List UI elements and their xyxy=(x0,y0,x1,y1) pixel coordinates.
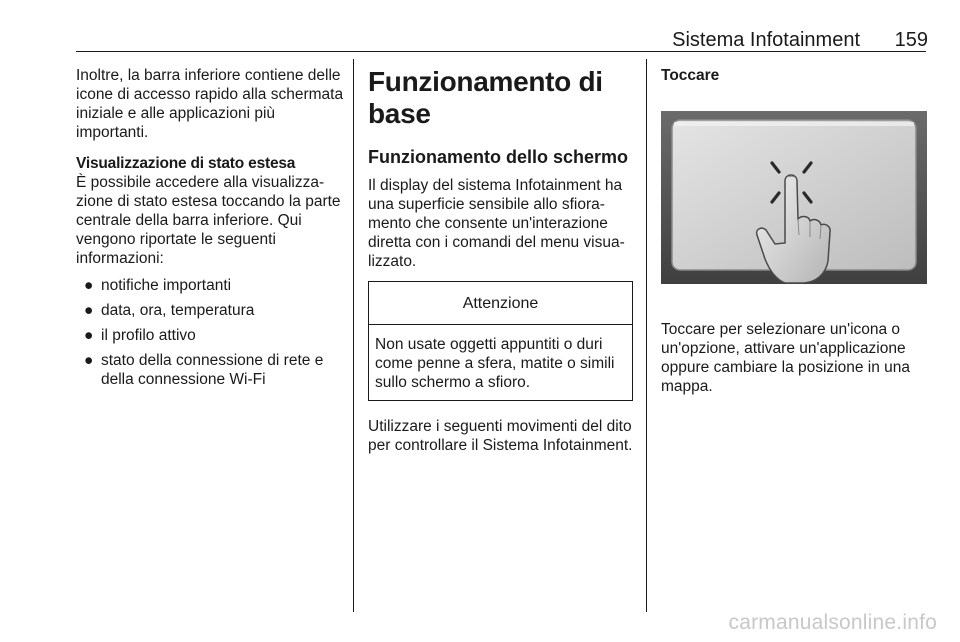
watermark: carmanualsonline.info xyxy=(728,611,937,634)
display-paragraph: Il display del sistema Infotainment ha una superficie sensibile allo sfioramento che consente un'interazione diretta con i comandi del menu visualizzato. xyxy=(368,177,625,270)
status-view-paragraph: È possibile accedere alla visualizzazione di stato estesa toccando la parte centrale della barra inferiore. Qui vengono riportate le seguenti informazioni: xyxy=(76,174,341,267)
header-rule xyxy=(76,51,926,52)
tap-heading: Toccare xyxy=(661,67,720,84)
status-view-subheading: Visualizzazione di stato estesa xyxy=(76,155,296,172)
bullet-icon: ● xyxy=(84,277,94,294)
column-3 xyxy=(661,66,929,396)
subsection-heading: Funzionamento dello schermo xyxy=(368,147,629,167)
gestures-paragraph: Utilizzare i seguenti movimenti del dito per controllare il Sistema Infotainment. xyxy=(368,418,633,454)
list-item: ● notifiche importanti xyxy=(84,277,232,294)
list-item: ● data, ora, temperatura xyxy=(84,302,255,319)
section-heading: Funzionamento di base xyxy=(368,66,603,129)
warning-title: Attenzione xyxy=(369,282,632,325)
bullet-icon: ● xyxy=(84,327,94,344)
warning-text: Non usate oggetti appuntiti o duri come penne a sfera, matite o simili sullo schermo a sfioro. xyxy=(375,336,615,391)
column-1 xyxy=(76,66,344,395)
column-2 xyxy=(368,66,636,455)
column-divider-1 xyxy=(353,59,354,612)
list-item: ● il profilo attivo xyxy=(84,327,196,344)
tap-caption: Toccare per selezionare un'icona o un'opzione, attivare un'applicazione oppure cambiare la posizione in una mappa. xyxy=(661,321,911,395)
info-bullet-list xyxy=(76,276,344,389)
running-header-title: Sistema Infotainment xyxy=(672,29,860,51)
intro-paragraph: Inoltre, la barra inferiore contiene delle icone di accesso rapido alla schermata iniziale e alle applicazioni più importanti. xyxy=(76,67,344,141)
bullet-icon: ● xyxy=(84,352,94,369)
finger-tap-on-touchscreen-icon xyxy=(661,111,927,284)
list-item: ● stato della connessione di rete e della connessione Wi-Fi xyxy=(84,352,324,388)
warning-box xyxy=(368,281,633,401)
page-number: 159 xyxy=(894,29,928,51)
column-divider-2 xyxy=(646,59,647,612)
bullet-icon: ● xyxy=(84,302,94,319)
